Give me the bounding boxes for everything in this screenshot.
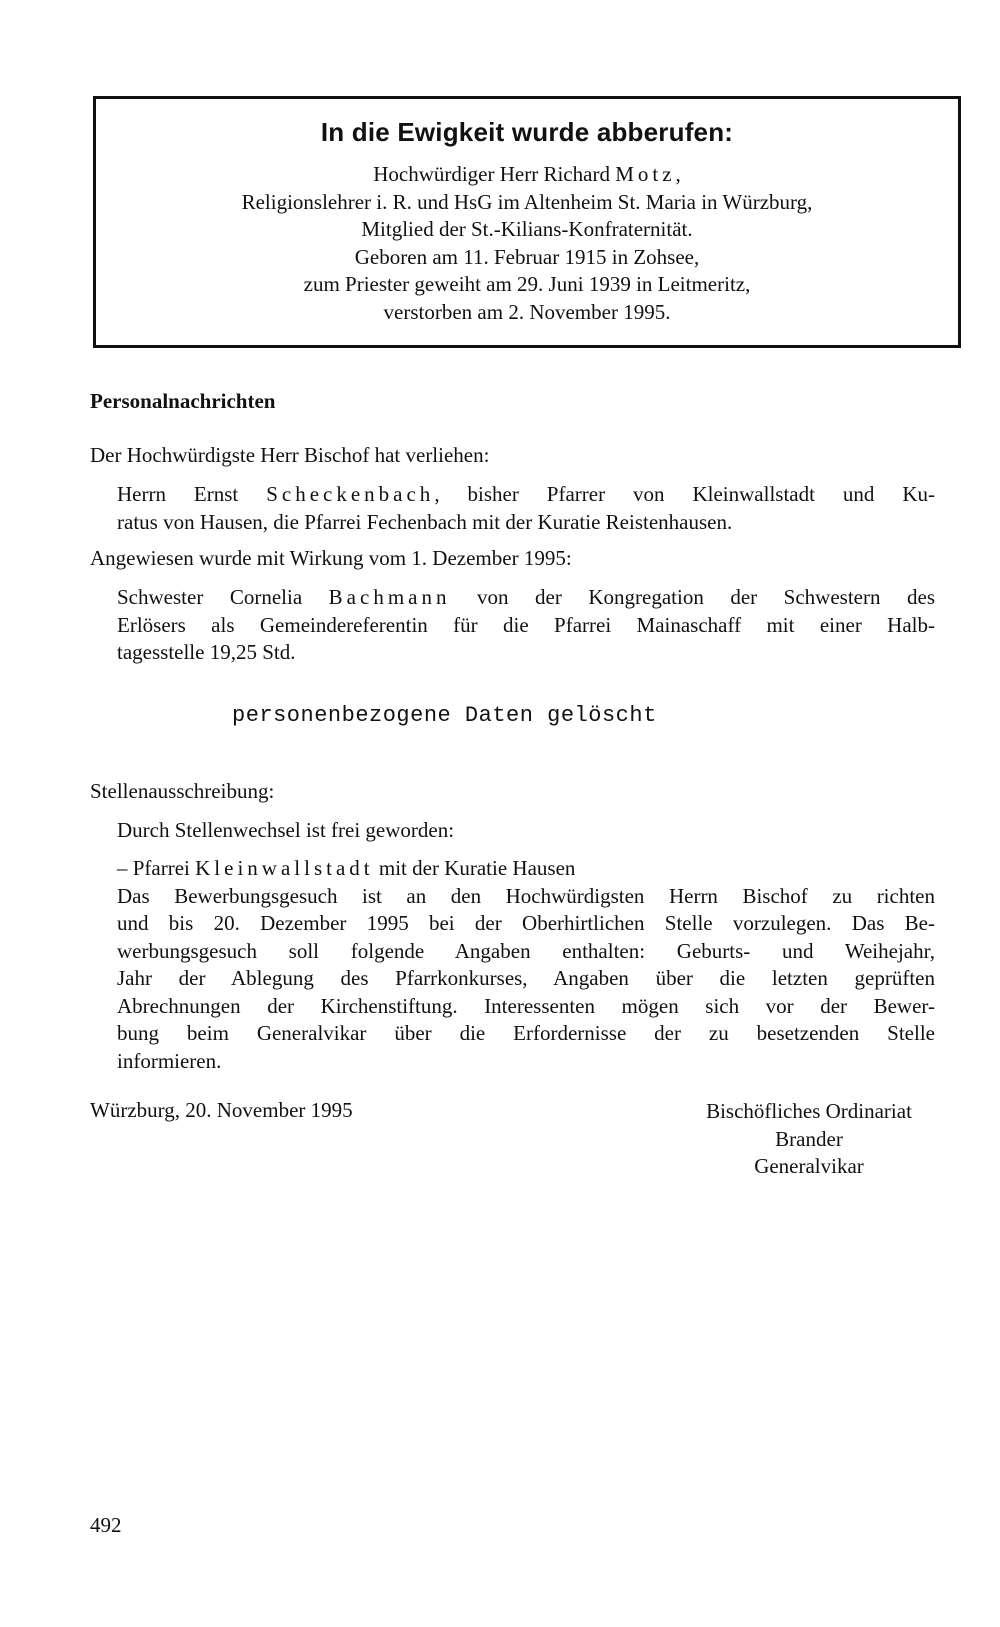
section-title-personal-news: Personalnachrichten [90, 389, 276, 413]
obituary-line-born: Geboren am 11. Februar 1915 in Zohsee, [354, 244, 700, 269]
obituary-line-name: Hochwürdiger Herr Richard Motz, [373, 162, 681, 186]
signature-title: Generalvikar [754, 1154, 864, 1178]
assigned-line-1: Schwester Cornelia Bachmann von der Kongregation der Schwestern des [117, 585, 935, 609]
obituary-heading: In die Ewigkeit wurde abberufen: [320, 117, 734, 147]
obituary-line-membership: Mitglied der St.-Kilians-Konfraternität. [361, 217, 693, 241]
vacancy-line: Das Bewerbungsgesuch ist an den Hochwürdigsten Herrn Bischof zu richten [117, 883, 935, 908]
vacancy-last-line: informieren. [117, 1048, 222, 1073]
conferred-person-name: Scheckenbach [266, 482, 435, 506]
assigned-person-name: Bachmann [328, 585, 451, 609]
conferred-line-1: Herrn Ernst Scheckenbach, bisher Pfarrer von Kleinwallstadt und Ku- [117, 482, 935, 506]
obituary-line-died: verstorben am 2. November 1995. [383, 299, 671, 324]
vacancy-parish-name: Kleinwallstadt [195, 856, 374, 880]
signature-office: Bischöfliches Ordinariat [706, 1099, 912, 1123]
vacancy-line: Jahr der Ablegung des Pfarrkonkurses, Angaben über die letzten geprüften [117, 966, 935, 990]
vacancy-intro: Durch Stellenwechsel ist frei geworden: [117, 818, 455, 842]
obituary-deceased-name: Motz [615, 162, 676, 186]
vacancy-line: bung beim Generalvikar über die Erfordernisse der zu besetzenden Stelle [117, 1021, 935, 1045]
obituary-text [96, 161, 958, 326]
vacancy-paragraph [117, 855, 935, 1075]
vacancy-line: Abrechnungen der Kirchenstiftung. Interessenten mögen sich vor der Bewer- [117, 993, 935, 1018]
vacancy-parish-line: – Pfarrei Kleinwallstadt mit der Kuratie Hausen [117, 856, 576, 880]
vacancy-line: und bis 20. Dezember 1995 bei der Oberhirtlichen Stelle vorzulegen. Das Be- [117, 911, 935, 935]
vacancy-title: Stellenausschreibung: [90, 779, 275, 803]
place-date: Würzburg, 20. November 1995 [90, 1098, 353, 1122]
obituary-line-role: Religionslehrer i. R. und HsG im Altenheim St. Maria in Würzburg, [241, 189, 813, 214]
page-number: 492 [90, 1513, 122, 1537]
assigned-intro: Angewiesen wurde mit Wirkung vom 1. Dezember 1995: [90, 546, 572, 570]
obituary-line-ordained: zum Priester geweiht am 29. Juni 1939 in Leitmeritz, [303, 272, 751, 296]
assigned-line-2: Erlösers als Gemeindereferentin für die Pfarrei Mainaschaff mit einer Halb- [117, 612, 935, 637]
conferred-paragraph [117, 481, 935, 536]
obituary-box [93, 96, 961, 348]
assigned-paragraph [117, 584, 935, 667]
redaction-note: personenbezogene Daten gelöscht [232, 703, 657, 728]
assigned-line-3: tagesstelle 19,25 Std. [117, 640, 296, 664]
signature-block [682, 1098, 936, 1181]
vacancy-line: werbungsgesuch soll folgende Angaben enthalten: Geburts- und Weihejahr, [117, 938, 935, 963]
signature-name: Brander [775, 1126, 843, 1151]
conferred-line-2: ratus von Hausen, die Pfarrei Fechenbach mit der Kuratie Reistenhausen. [117, 509, 733, 534]
conferred-intro: Der Hochwürdigste Herr Bischof hat verliehen: [90, 443, 490, 467]
